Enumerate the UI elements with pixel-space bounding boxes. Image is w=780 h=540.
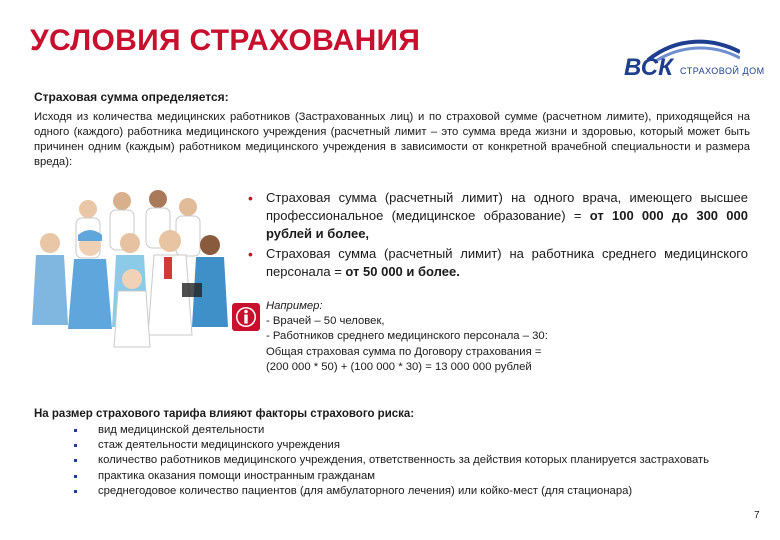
- logo-text: ВСК: [624, 54, 673, 81]
- bullet-nurse-limit: [248, 245, 748, 281]
- bullet-text: Страховая сумма (расчетный лимит) на работника среднего медицинского персонала =: [266, 246, 748, 279]
- factors-heading: На размер страхового тарифа влияют факторы страхового риска:: [34, 408, 415, 420]
- example-line: - Работников среднего медицинского персонала – 30:: [266, 330, 548, 343]
- page-number: 7: [754, 510, 760, 521]
- limit-bullets: [248, 189, 748, 281]
- bullet-bold-value: от 50 000 и более.: [345, 264, 460, 279]
- list-item: [74, 484, 750, 499]
- medical-staff-photo: [30, 183, 235, 353]
- example-block: [266, 299, 548, 375]
- example-line: (200 000 * 50) + (100 000 * 30) = 13 000 000 рублей: [266, 360, 532, 373]
- info-icon: [232, 303, 260, 331]
- factor-text: вид медицинской деятельности: [98, 424, 265, 436]
- list-item: [74, 423, 750, 438]
- bullet-bold-value: от 100 000 до 300 000 рублей и более,: [266, 208, 748, 241]
- factor-text: практика оказания помощи иностранным гражданам: [98, 469, 376, 482]
- bullet-marker: •: [248, 190, 253, 206]
- list-item: [74, 438, 750, 453]
- vsk-logo: [618, 38, 765, 84]
- bullet-marker: •: [248, 246, 253, 262]
- square-bullet-icon: [74, 475, 77, 478]
- list-item: [74, 469, 750, 484]
- factors-list: [74, 423, 750, 499]
- logo-subtitle: СТРАХОВОЙ ДОМ: [680, 66, 765, 76]
- square-bullet-icon: [74, 490, 77, 493]
- bullet-doctor-limit: [248, 189, 748, 243]
- list-item: [74, 453, 750, 468]
- square-bullet-icon: [74, 459, 77, 462]
- bullet-text: Страховая сумма (расчетный лимит) на одного врача, имеющего высшее профессиональное (медицинское образование) =: [266, 190, 748, 223]
- example-line: Общая страховая сумма по Договору страхования =: [266, 345, 542, 358]
- factor-text: среднегодовое количество пациентов (для амбулаторного лечения) или койко-мест (для стационара): [98, 484, 633, 497]
- example-line: - Врачей – 50 человек,: [266, 315, 385, 328]
- square-bullet-icon: [74, 444, 77, 447]
- factor-text: количество работников медицинского учреждения, ответственность за действия которых планируется застраховать: [98, 454, 710, 467]
- example-title: Например:: [266, 300, 323, 312]
- factor-text: стаж деятельности медицинского учреждения: [98, 439, 340, 452]
- page-title: УСЛОВИЯ СТРАХОВАНИЯ: [30, 24, 421, 57]
- square-bullet-icon: [74, 429, 77, 432]
- intro-paragraph: Исходя из количества медицинских работников (Застрахованных лиц) и по страховой сумме (расчетном лимите), приходящейся на одного (каждого) работника медицинского учреждения (расчетный лимит – это сумма вреда жизни и здоровью, который может быть причинен одним (каждым) работником медицинского учреждения в зависимости от конкретной врачебной специальности и размера вреда):: [34, 111, 750, 168]
- section-subheading: Страховая сумма определяется:: [34, 90, 229, 104]
